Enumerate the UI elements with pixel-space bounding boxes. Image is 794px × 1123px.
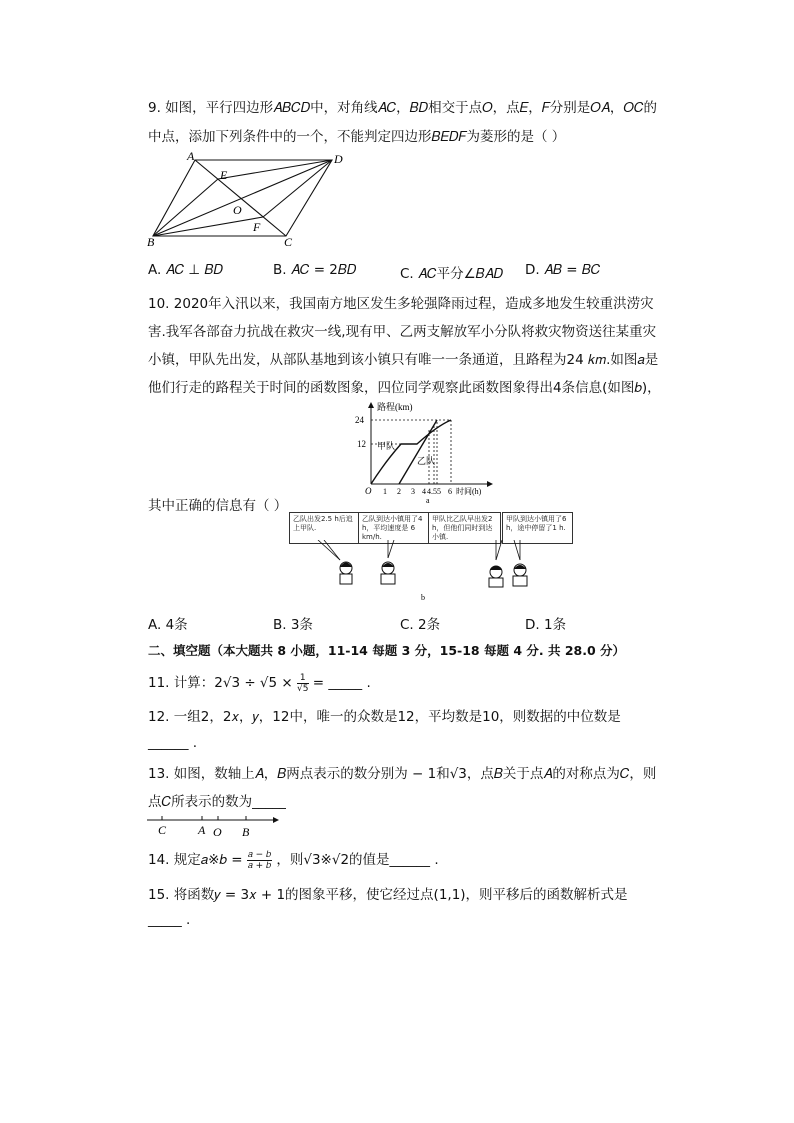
student-2-icon — [381, 562, 395, 584]
q14-frac-den: 𝑎 + 𝑏 — [247, 860, 272, 871]
y-tick-12: 12 — [357, 439, 366, 449]
x-tick-2: 2 — [397, 487, 401, 496]
section-2-heading: 二、填空题（本大题共 8 小题，11-14 每题 3 分，15-18 每题 4 分. 共 28.0 分） — [148, 643, 626, 658]
x-tick-5: 5 — [437, 487, 441, 496]
series-jia-line — [371, 420, 451, 484]
q9-option-a: A. 𝐴𝐶 ⊥ 𝐵𝐷 — [148, 262, 223, 278]
q15-text-line1: 15. 将函数𝑦 = 3𝑥 + 1的图象平移，使它经过点(1,1)，则平移后的函数解析式是 — [148, 887, 628, 903]
q10-option-d: D. 1条 — [525, 617, 567, 633]
speech-bubble-1: 乙队出发2.5 h后追上甲队. — [289, 512, 359, 544]
q10-text-line2: 害.我军各部奋力抗战在救灾一线,现有甲、乙两支解放军小分队将救灾物资送往某重灾 — [148, 324, 657, 340]
q11-fraction — [297, 673, 308, 694]
label-O: O — [233, 203, 242, 217]
x-tick-6: 6 — [448, 487, 452, 496]
q9-text-line2: 中点，添加下列条件中的一个，不能判定四边形𝐵𝐸𝐷𝐹为菱形的是（ ） — [148, 129, 566, 145]
label-F: F — [253, 220, 261, 234]
q14-line — [148, 848, 439, 871]
x-tick-4: 4 — [422, 487, 426, 496]
x-tick-4-5: 4.5 — [427, 487, 437, 496]
q11-frac-den: √5 — [297, 683, 309, 694]
q10-text-line5: 其中正确的信息有（ ） — [148, 498, 288, 514]
speech-bubble-4: 甲队到达小镇用了6 h，途中停留了1 h. — [502, 512, 573, 544]
q10-text-line3: 小镇，甲队先出发，从部队基地到该小镇只有唯一一条通道，且路程为24 𝑘𝑚.如图𝑎是 — [148, 352, 659, 368]
speech-bubble-3: 甲队比乙队早出发2 h，但他们同时到达小镇. — [428, 512, 501, 544]
q13-text-line2: 点𝐶所表示的数为_____ — [148, 794, 286, 810]
q11-line — [148, 671, 371, 694]
axis-label-A: A — [198, 823, 206, 837]
distance-time-graph — [345, 400, 495, 504]
y-tick-24: 24 — [355, 415, 364, 425]
figure-caption-b: b — [421, 593, 425, 602]
parallelogram-figure — [145, 148, 345, 250]
axis-label-B: B — [242, 825, 250, 838]
graph-caption-a: a — [426, 496, 430, 504]
student-3-icon — [489, 566, 503, 587]
label-B: B — [147, 235, 155, 249]
q13-text-line1: 13. 如图，数轴上𝐴，𝐵两点表示的数分别为 − 1和√3，点𝐵关于点𝐴的对称点为𝐶，则 — [148, 766, 657, 782]
q10-option-b: B. 3条 — [273, 617, 313, 633]
student-1-icon — [340, 562, 352, 584]
axis-label-O: O — [213, 825, 222, 838]
q10-text-line4: 他们行走的路程关于时间的函数图象，四位同学观察此函数图象得出4条信息(如图𝑏)， — [148, 380, 661, 396]
q15-text-line2: _____ . — [148, 912, 191, 928]
series-label-jia: 甲队 — [377, 441, 396, 451]
q10-option-a: A. 4条 — [148, 617, 188, 633]
q11-frac-num: 1 — [297, 673, 308, 684]
student-4-icon — [513, 564, 527, 586]
speech-bubble-2: 乙队到达小镇用了4 h，平均速度是 6 km/h. — [358, 512, 429, 544]
graph-origin: O — [365, 486, 372, 496]
number-line-figure — [145, 812, 285, 838]
q9-text-line1: 9. 如图，平行四边形𝐴𝐵𝐶𝐷中，对角线𝐴𝐶，𝐵𝐷相交于点𝑂，点𝐸，𝐹分别是𝑂𝐴，𝑂𝐶的 — [148, 100, 658, 116]
q14-suffix: ，则√3※√2的值是______ . — [276, 852, 439, 868]
series-yi-line — [399, 420, 437, 484]
q9-option-b: B. 𝐴𝐶 = 2𝐵𝐷 — [273, 262, 357, 278]
label-D: D — [334, 152, 343, 166]
axis-label-C: C — [158, 823, 167, 837]
label-E: E — [220, 168, 228, 182]
q14-frac-num: 𝑎 − 𝑏 — [247, 849, 272, 860]
x-tick-1: 1 — [383, 487, 387, 496]
q14-fraction — [247, 850, 272, 871]
q10-text-line1: 10. 2020年入汛以来，我国南方地区发生多轮强降雨过程，造成多地发生较重洪涝灾 — [148, 296, 654, 312]
q11-prefix: 11. 计算：2√3 ÷ √5 × — [148, 675, 293, 691]
q14-prefix: 14. 规定𝑎※𝑏 = — [148, 852, 243, 868]
q10-option-c: C. 2条 — [400, 617, 441, 633]
q12-text-line2: ______ . — [148, 735, 198, 751]
q11-suffix: = _____ . — [312, 675, 371, 691]
q9-option-d: D. 𝐴𝐵 = 𝐵𝐶 — [525, 262, 601, 278]
series-label-yi: 乙队 — [417, 456, 436, 466]
label-C: C — [284, 235, 293, 249]
x-tick-3: 3 — [411, 487, 415, 496]
q12-text-line1: 12. 一组2，2𝑥，𝑦，12中，唯一的众数是12，平均数是10，则数据的中位数是 — [148, 709, 621, 725]
students-illustration — [290, 540, 570, 602]
label-A: A — [187, 149, 195, 163]
graph-ylabel: 路程(km) — [377, 402, 413, 412]
q9-option-c: C. 𝐴𝐶平分∠𝐵𝐴𝐷 — [400, 266, 504, 282]
graph-xlabel: 时间(h) — [456, 487, 482, 496]
